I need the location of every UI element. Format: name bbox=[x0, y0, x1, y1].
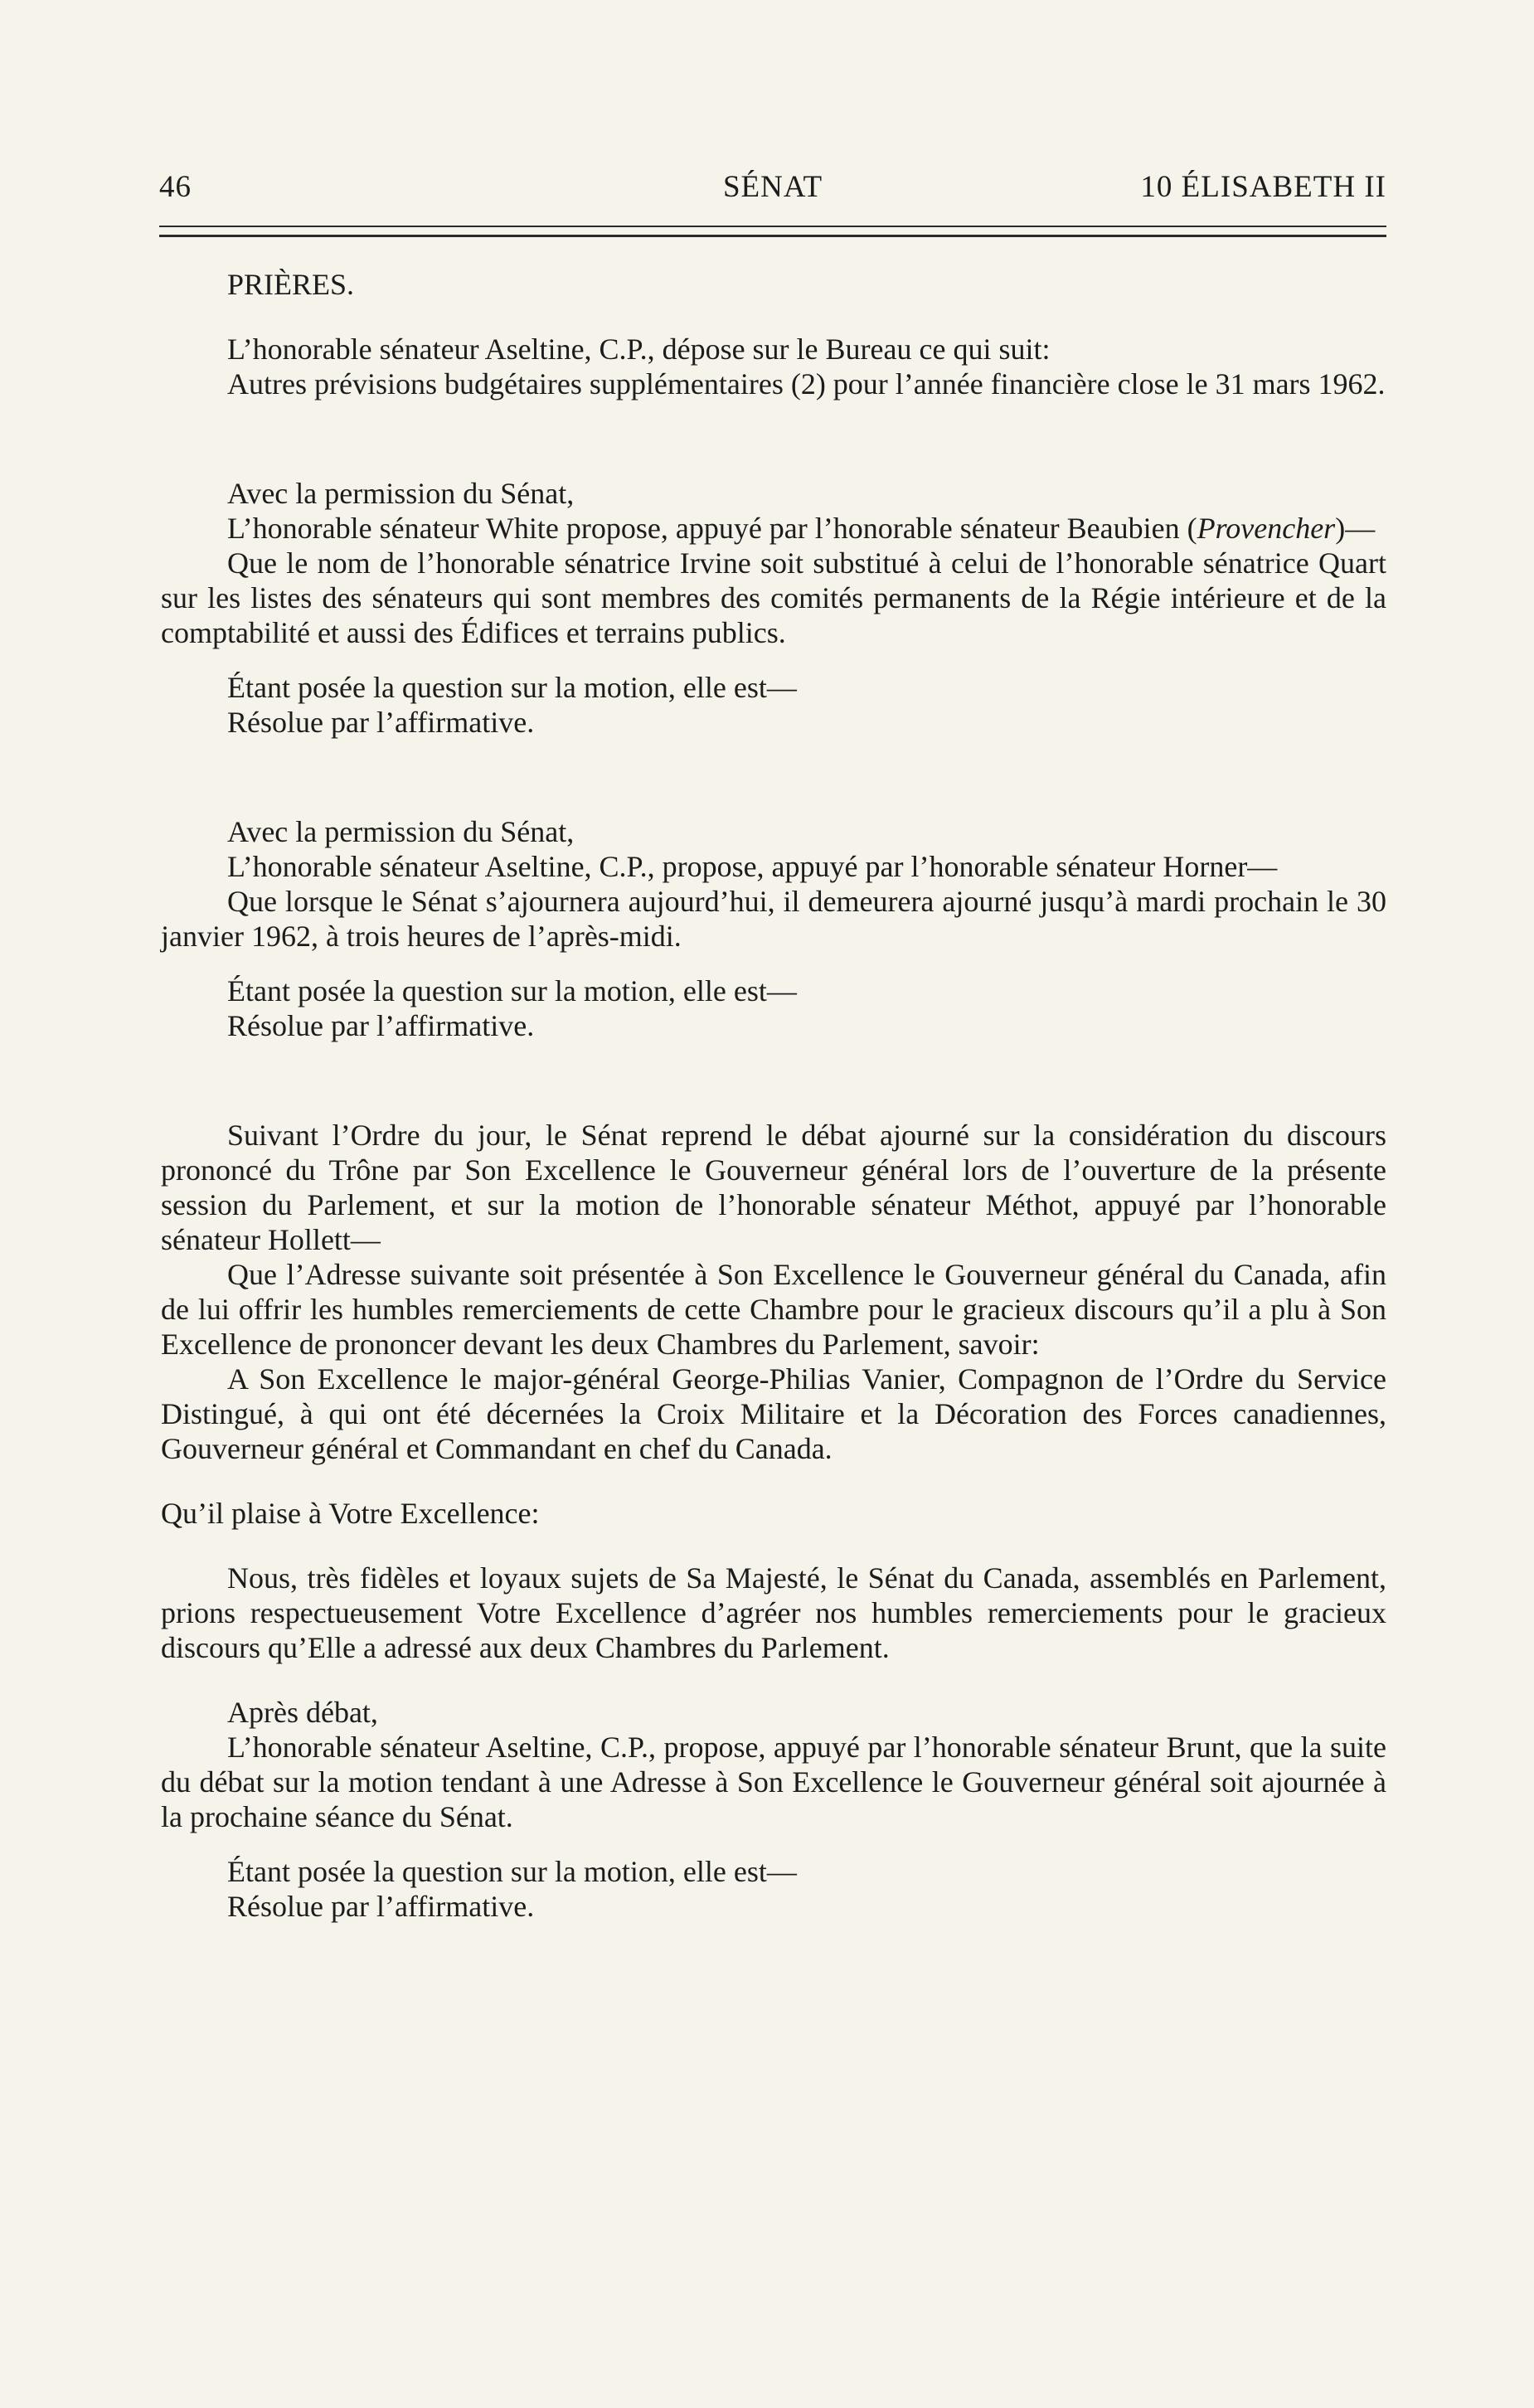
page-body bbox=[161, 267, 1386, 1924]
motion1-leave: Avec la permission du Sénat, bbox=[227, 477, 575, 510]
prayers-heading: PRIÈRES. bbox=[227, 268, 355, 301]
may-it-please: Qu’il plaise à Votre Excellence: bbox=[161, 1497, 540, 1530]
motion2-mover: L’honorable sénateur Aseltine, C.P., propose, appuyé par l’honorable sénateur Horner— bbox=[227, 850, 1278, 883]
after-debate: Après débat, bbox=[227, 1696, 378, 1729]
motion1-seconder-place: Provencher bbox=[1197, 512, 1336, 545]
motion1-mover: L’honorable sénateur White propose, appuyé par l’honorable sénateur Beaubien (Provencher)— bbox=[227, 512, 1376, 545]
motion2-result: Résolue par l’affirmative. bbox=[227, 1009, 535, 1042]
address-recipient: A Son Excellence le major-général George-Philias Vanier, Compagnon de l’Ordre du Service Distingué, à qui ont été décernées la Croix Militaire et la Décoration des Forces canadiennes, Gouverneur général et Commandant en chef du Canada. bbox=[161, 1362, 1386, 1465]
motion2-text: Que lorsque le Sénat s’ajournera aujourd’hui, il demeurera ajourné jusqu’à mardi prochain le 30 janvier 1962, à trois heures de l’après-midi. bbox=[161, 885, 1386, 953]
header-reign: 10 ÉLISABETH II bbox=[1140, 170, 1386, 204]
adjourn-result: Résolue par l’affirmative. bbox=[227, 1890, 535, 1923]
motion2-question: Étant posée la question sur la motion, elle est— bbox=[227, 974, 797, 1007]
debate-intro: Suivant l’Ordre du jour, le Sénat reprend le débat ajourné sur la considération du discours prononcé du Trône par Son Excellence le Gouverneur général lors de l’ouverture de la présente session du Parlement, et sur la motion de l’honorable sénateur Méthot, appuyé par l’honorable sénateur Hollett— bbox=[161, 1119, 1386, 1256]
adjourn-question: Étant posée la question sur la motion, elle est— bbox=[227, 1855, 797, 1888]
motion2-leave: Avec la permission du Sénat, bbox=[227, 815, 575, 848]
motion1-dash: — bbox=[1345, 512, 1376, 545]
address-body: Nous, très fidèles et loyaux sujets de Sa Majesté, le Sénat du Canada, assemblés en Parlement, prions respectueusement Votre Excellence d’agréer nos humbles remerciements pour le gracieux discours qu’Elle a adressé aux deux Chambres du Parlement. bbox=[161, 1561, 1386, 1664]
running-header bbox=[159, 169, 1386, 212]
page-number: 46 bbox=[159, 170, 192, 204]
tabling-paragraph: L’honorable sénateur Aseltine, C.P., dépose sur le Bureau ce qui suit: bbox=[227, 333, 1051, 366]
motion1-result: Résolue par l’affirmative. bbox=[227, 706, 535, 739]
header-double-rule bbox=[159, 226, 1386, 237]
header-title: SÉNAT bbox=[722, 170, 823, 204]
motion1-question: Étant posée la question sur la motion, elle est— bbox=[227, 671, 797, 704]
motion1-text: Que le nom de l’honorable sénatrice Irvine soit substitué à celui de l’honorable sénatrice Quart sur les listes des sénateurs qui sont membres des comités permanents de la Régie intérieure et de la comptabilité et aussi des Édifices et terrains publics. bbox=[161, 546, 1386, 649]
adjourn-motion: L’honorable sénateur Aseltine, C.P., propose, appuyé par l’honorable sénateur Brunt, que la suite du débat sur la motion tendant à une Adresse à Son Excellence le Gouverneur général soit ajournée à la prochaine séance du Sénat. bbox=[161, 1731, 1386, 1833]
address-motion: Que l’Adresse suivante soit présentée à Son Excellence le Gouverneur général du Canada, afin de lui offrir les humbles remerciements de cette Chambre pour le gracieux discours qu’il a plu à Son Excellence de prononcer devant les deux Chambres du Parlement, savoir: bbox=[161, 1258, 1386, 1361]
tabling-document: Autres prévisions budgétaires supplémentaires (2) pour l’année financière close le 31 mars 1962. bbox=[227, 367, 1386, 401]
motion1-mover-text: L’honorable sénateur White propose, appuyé par l’honorable sénateur Beaubien bbox=[227, 512, 1180, 545]
